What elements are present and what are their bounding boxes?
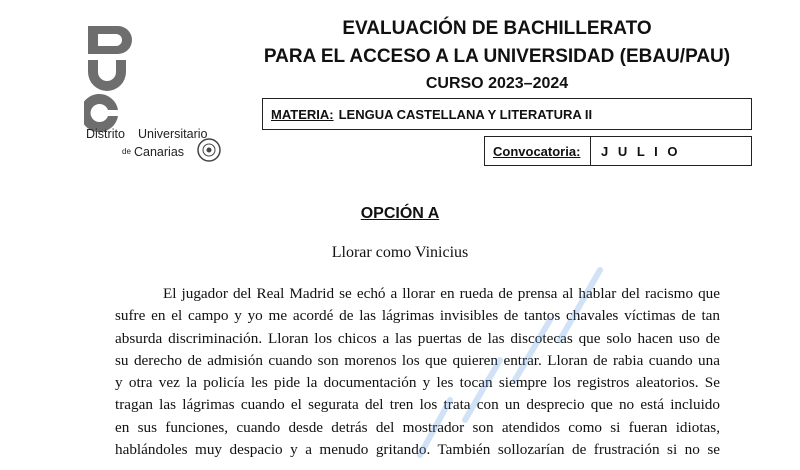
text-line: en sus funciones, cuando desde detrás del mostrador son atendidos como si fueran idiotas,	[115, 418, 720, 436]
session-value: J U L I O	[601, 143, 681, 159]
subject-label: MATERIA:	[271, 106, 334, 122]
session-label: Convocatoria:	[485, 137, 591, 165]
text-line: sufre en el campo y yo me acordé de las lágrimas invisibles de tantos chavales víctimas de tan	[115, 307, 720, 325]
text-line: su derecho de admisión cuando son morenos los que quieren entrar. Lloran de rabia cuando una	[115, 351, 720, 369]
logo-text-de: de	[122, 147, 131, 156]
session-box	[484, 136, 752, 166]
text-line: hablándoles muy despacio y a menudo gritando. También sollozarían de frustración si no se	[115, 441, 720, 459]
subject-value: LENGUA CASTELLANA Y LITERATURA II	[338, 106, 593, 122]
logo-emblem-icon	[198, 139, 220, 161]
exam-text	[115, 283, 720, 461]
option-title: OPCIÓN A	[360, 205, 440, 222]
logo-text-canarias: Canarias	[134, 145, 185, 159]
logo-text-universitario: Universitario	[138, 127, 208, 141]
text-line: y otra vez la policía les pide la documentación y les tocan siempre los registros aleatorios. Se	[115, 374, 720, 392]
course-year: CURSO 2023–2024	[425, 75, 569, 92]
text-title: Llorar como Vinicius	[331, 244, 469, 261]
logo-text-distrito: Distrito	[86, 127, 125, 141]
text-line: tragan las lágrimas cuando el segurata del tren los trata con un desprecio que no está incluido	[115, 396, 720, 414]
duc-logo-mark	[84, 26, 132, 132]
exam-title-line2: PARA EL ACCESO A LA UNIVERSIDAD (EBAU/PAU)	[263, 46, 731, 67]
exam-title-line1: EVALUACIÓN DE BACHILLERATO	[342, 18, 652, 39]
text-line: El jugador del Real Madrid se echó a llorar en rueda de prensa al hablar del racismo que	[163, 285, 720, 302]
subject-box	[262, 98, 752, 130]
text-line: absurda discriminación. Lloran los chicos a las puertas de las discotecas que solo hacen uso de	[115, 329, 720, 347]
duc-logo	[84, 18, 229, 168]
